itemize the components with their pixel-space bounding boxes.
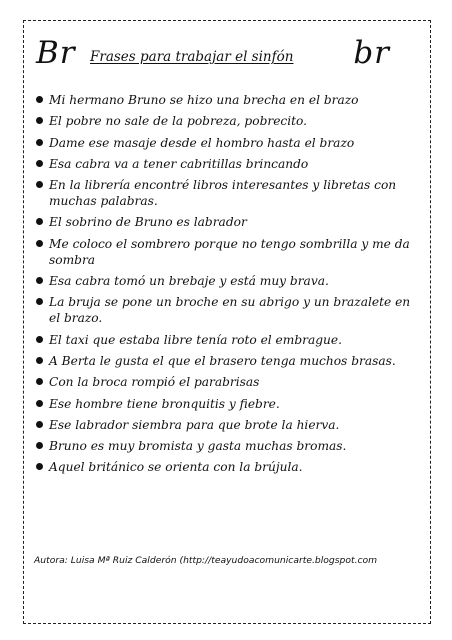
bullet-icon: [36, 277, 43, 284]
header-lowercase-letters: br: [353, 35, 390, 71]
bullet-icon: [36, 336, 43, 343]
bullet-icon: [36, 421, 43, 428]
bullet-icon: [36, 298, 43, 305]
list-item: [36, 353, 416, 369]
worksheet-header: [24, 21, 430, 91]
dashed-page-border: [23, 20, 431, 624]
worksheet-title: Frases para trabajar el sinfón: [90, 49, 294, 65]
list-item: [36, 113, 416, 129]
bullet-icon: [36, 117, 43, 124]
list-item: [36, 438, 416, 454]
author-credit: Autora: Luisa Mª Ruiz Calderón (http://teayudoacomunicarte.blogspot.com: [34, 555, 378, 566]
sentence-text: Bruno es muy bromista y gasta muchas bromas.: [49, 439, 347, 454]
bullet-icon: [36, 463, 43, 470]
sentence-text: Mi hermano Bruno se hizo una brecha en el brazo: [49, 93, 359, 107]
bullet-icon: [36, 378, 43, 385]
sentence-list: [36, 92, 416, 481]
bullet-icon: [36, 96, 43, 103]
list-item: [36, 156, 416, 172]
list-item: [36, 273, 416, 289]
bullet-icon: [36, 357, 43, 364]
sentence-text: Dame ese masaje desde el hombro hasta el brazo: [49, 135, 355, 150]
bullet-icon: [36, 160, 43, 167]
sentence-text: Ese labrador siembra para que brote la hierva.: [49, 417, 340, 432]
list-item: [36, 459, 416, 475]
header-uppercase-letters: Br: [36, 35, 76, 71]
list-item: [36, 417, 416, 433]
bullet-icon: [36, 218, 43, 225]
sentence-text: Me coloco el sombrero porque no tengo sombrilla y me da sombra: [49, 236, 410, 267]
list-item: [36, 294, 416, 326]
sentence-text: Esa cabra va a tener cabritillas brincando: [49, 156, 309, 171]
list-item: [36, 177, 416, 209]
sentence-text: El pobre no sale de la pobreza, pobrecito.: [49, 114, 308, 129]
list-item: [36, 396, 416, 412]
sentence-text: Con la broca rompió el parabrisas: [49, 375, 260, 390]
bullet-icon: [36, 400, 43, 407]
bullet-icon: [36, 442, 43, 449]
bullet-icon: [36, 139, 43, 146]
list-item: [36, 135, 416, 151]
sentence-text: Ese hombre tiene bronquitis y fiebre.: [49, 396, 280, 411]
list-item: [36, 332, 416, 348]
list-item: [36, 92, 416, 108]
list-item: [36, 236, 416, 268]
list-item: [36, 214, 416, 230]
sentence-text: En la librería encontré libros interesantes y libretas con muchas palabras.: [49, 178, 397, 209]
sentence-text: El taxi que estaba libre tenía roto el embrague.: [49, 332, 342, 347]
bullet-icon: [36, 240, 43, 247]
bullet-icon: [36, 181, 43, 188]
sentence-text: La bruja se pone un broche en su abrigo y un brazalete en el brazo.: [49, 295, 411, 326]
sentence-text: A Berta le gusta el que el brasero tenga muchos brasas.: [49, 353, 396, 368]
sentence-text: Aquel británico se orienta con la brújula.: [49, 460, 303, 475]
sentence-text: Esa cabra tomó un brebaje y está muy brava.: [49, 274, 329, 289]
sentence-text: El sobrino de Bruno es labrador: [49, 215, 247, 230]
list-item: [36, 374, 416, 390]
